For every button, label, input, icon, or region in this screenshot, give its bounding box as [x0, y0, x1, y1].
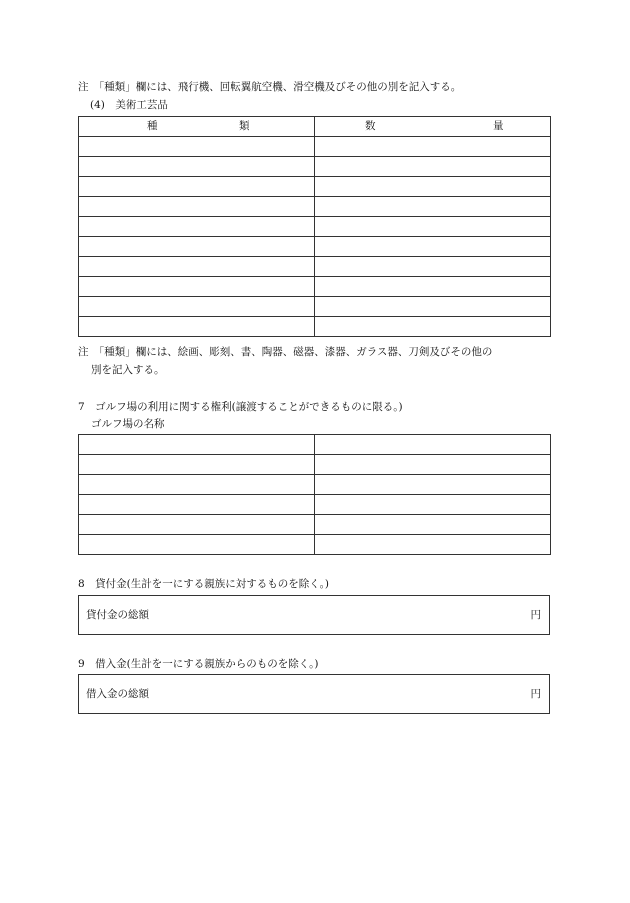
loans-receivable-total-label: 貸付金の総額 — [86, 609, 149, 621]
golf-course-table — [78, 434, 551, 555]
table-cell-right — [315, 535, 551, 555]
table-cell-right — [315, 475, 551, 495]
table-cell-right — [315, 455, 551, 475]
table-cell-right — [315, 177, 551, 197]
table-cell-right — [315, 277, 551, 297]
golf-course-row — [79, 495, 551, 515]
header-quantity-char1: 数 — [365, 120, 376, 132]
art-crafts-row — [79, 157, 551, 177]
table-cell-right — [315, 257, 551, 277]
art-crafts-row — [79, 297, 551, 317]
table-cell-right — [315, 137, 551, 157]
golf-course-row — [79, 535, 551, 555]
golf-course-row — [79, 435, 551, 455]
golf-course-row — [79, 455, 551, 475]
art-crafts-row — [79, 317, 551, 337]
art-crafts-row — [79, 257, 551, 277]
art-crafts-row — [79, 217, 551, 237]
table-cell-left — [79, 317, 315, 337]
art-type-note-line2: 別を記入する。 — [91, 364, 165, 376]
header-type-char2: 類 — [239, 120, 250, 132]
loans-receivable-total-box — [78, 595, 550, 635]
yen-unit: 円 — [530, 609, 541, 621]
table-cell-left — [79, 177, 315, 197]
art-crafts-row — [79, 277, 551, 297]
table-cell-left — [79, 515, 315, 535]
table-cell-right — [315, 435, 551, 455]
art-crafts-section-title: (4) 美術工芸品 — [90, 99, 168, 111]
aircraft-type-note: 注 「種類」欄には、飛行機、回転翼航空機、滑空機及びその他の別を記入する。 — [78, 81, 462, 93]
borrowings-total-box — [78, 674, 550, 714]
table-cell-left — [79, 455, 315, 475]
borrowings-section-title: 9 借入金(生計を一にする親族からのものを除く。) — [78, 658, 319, 670]
header-type — [79, 117, 315, 137]
table-cell-left — [79, 535, 315, 555]
table-cell-left — [79, 217, 315, 237]
table-cell-left — [79, 197, 315, 217]
table-cell-left — [79, 297, 315, 317]
art-crafts-row — [79, 177, 551, 197]
header-quantity-char2: 量 — [493, 120, 504, 132]
table-cell-left — [79, 157, 315, 177]
table-cell-left — [79, 475, 315, 495]
loans-receivable-section-title: 8 貸付金(生計を一にする親族に対するものを除く。) — [78, 578, 329, 590]
art-type-note-line1: 注 「種類」欄には、絵画、彫刻、書、陶器、磁器、漆器、ガラス器、刀剣及びその他の — [78, 346, 493, 358]
table-cell-right — [315, 217, 551, 237]
table-cell-right — [315, 515, 551, 535]
art-crafts-header-row — [79, 117, 551, 137]
art-crafts-row — [79, 197, 551, 217]
art-crafts-table — [78, 116, 551, 337]
golf-course-row — [79, 515, 551, 535]
table-cell-left — [79, 435, 315, 455]
table-cell-right — [315, 197, 551, 217]
header-quantity — [315, 117, 551, 137]
table-cell-left — [79, 257, 315, 277]
table-cell-right — [315, 237, 551, 257]
borrowings-total-label: 借入金の総額 — [86, 688, 149, 700]
table-cell-right — [315, 157, 551, 177]
header-type-char1: 種 — [147, 120, 158, 132]
table-cell-right — [315, 297, 551, 317]
yen-unit: 円 — [530, 688, 541, 700]
table-cell-left — [79, 137, 315, 157]
table-cell-right — [315, 317, 551, 337]
table-cell-left — [79, 237, 315, 257]
golf-course-name-label: ゴルフ場の名称 — [91, 418, 165, 430]
table-cell-right — [315, 495, 551, 515]
golf-rights-section-title: 7 ゴルフ場の利用に関する権利(譲渡することができるものに限る。) — [78, 401, 403, 413]
table-cell-left — [79, 277, 315, 297]
table-cell-left — [79, 495, 315, 515]
art-crafts-row — [79, 137, 551, 157]
golf-course-row — [79, 475, 551, 495]
art-crafts-row — [79, 237, 551, 257]
